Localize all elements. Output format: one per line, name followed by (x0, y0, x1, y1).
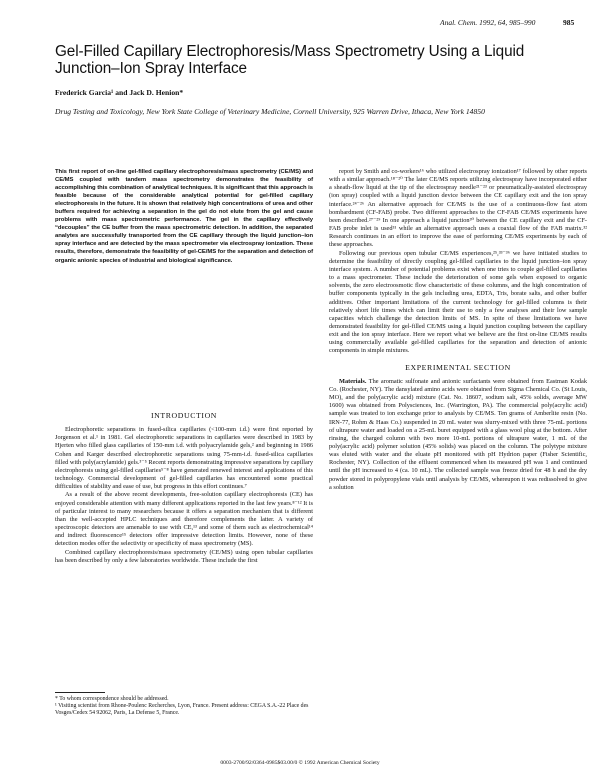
author-line: Frederick Garcia¹ and Jack D. Henion* (55, 88, 184, 97)
intro-paragraph: As a result of the above recent developments, free-solution capillary electrophoresis (CE) has enjoyed considerable attention with many different applications reported in the last few years.⁸⁻¹² It is of particular interest to many researchers because it offers a separation mechanism that is different than the well-accepted HPLC techniques and therefore complements the latter. A variety of spectroscopic detectors are amenable to use with CE,¹³ and some of them such as electrochemical¹⁴ and indirect fluorescence¹⁵ detectors offer impressive detection limits. However, none of these detection modes offer the selectivity or specificity of mass spectrometry (MS). (55, 491, 313, 548)
article-title: Gel-Filled Capillary Electrophoresis/Mass Spectrometry Using a Liquid Junction–Ion Spray Interface (55, 43, 525, 77)
materials-runin: Materials. (339, 377, 367, 385)
materials-text: The aromatic sulfonate and anionic surfactants were obtained from Eastman Kodak Co. (Rochester, NY). The dansylated amino acids were obtained from Sigma Chemical Co. (St Louis, MO), and the poly(acrylic acid) mixture (Cat. No. 18607, sodium salt, 45% solids, average MW 1600) was obtained from Polysciences, Inc. (Warrington, PA). The commercial poly(acrylic acid) sample was treated to ion exchange prior to analysis by CE/MS. Ten grams of Amberlite resin (No. IRN-77, Rohm & Haas Co.) suspended in 20 mL water was slurry-mixed with three 75-mL portions of ultrapure water and loaded on a 25-mL buret equipped with a glass wool plug at the bottom. After rinsing, the charged column with two more 10-mL portions of ultrapure water, 1 mL of the poly(acrylic acid) polymer solution (45% solids) was placed on the column. The polytype mixture was eluted with water and the eluate pH monitored with pH Hydrion paper (Fisher Scientific, Rochester, NY). Collection of the effluent commenced when its measured pH was 1 and continued until the pH increased to 4 (ca. 10 mL). The collected sample was freeze dried for 48 h and the dry powder stored in polypropylene vials until analysis by CE/MS, whereupon it was redissolved to give a solution (329, 377, 587, 491)
left-column (55, 412, 313, 565)
journal-citation: Anal. Chem. 1992, 64, 985–990 (440, 18, 536, 27)
body-paragraph: report by Smith and co-workers¹⁶ who utilized electrospray ionization¹⁷ followed by other reports with a similar approach.¹⁸⁻²⁰ The later CE/MS reports utilizing electrospray have incorporated either a sheath-flow liquid at the tip of the electrospray needle²¹⁻²³ or pneumatically-assisted electrospray (ion spray) coupled with a liquid junction device between the CE capillary exit and the ion spray interface.²⁴⁻²⁶ An alternative approach for CE/MS is the use of a continuous-flow fast atom bombardment (CF-FAB) probe. Two different approaches to the CF-FAB CE/MS experiments have been described.²⁷⁻²⁹ In one approach a liquid junction³⁰ between the CE capillary exit and the CF-FAB probe inlet is used³¹ while an alternative approach uses a coaxial flow of the FAB matrix.³² Research continues in an effort to improve the ease of performing CE/MS experiments by each of these approaches. (329, 168, 587, 249)
abstract: This first report of on-line gel-filled capillary electrophoresis/mass spectrometry (CE/MS) and CE/MS coupled with tandem mass spectrometry demonstrates the feasibility of accomplishing this combination of analytical techniques. It is significant that this approach is feasible because of the considerable analytical potential for gel-filled capillary electrophoresis in the future. It is shown that relatively high concentrations of urea and other buffers required for achieving a separation in the gel do not elute from the gel and cause problems with mass spectrometric performance. The gel in the capillary effectively “decouples” the CE buffer from the mass spectrometric detection. In addition, the separated analytes are successfully transported from the CE capillary through the liquid junction–ion spray interface and are detected by the mass spectrometer via electrospray ionization. These results, therefore, demonstrate the feasibility of gel-CE/MS for the separation and detection of organic anionic species of industrial and biological significance. (55, 169, 313, 264)
copyright-line: 0003-2700/92/0364-0985$03.00/0 © 1992 American Chemical Society (220, 760, 380, 766)
affiliation: Drug Testing and Toxicology, New York State College of Veterinary Medicine, Cornell University, 925 Warren Drive, Ithaca, New York 14850 (55, 107, 485, 116)
footnote: ¹ Visiting scientist from Rhone-Poulenc Recherches, Lyon, France. Present address: CEGA S.A.-22 Place des Vosges/Cedex 54 92062, Paris, La Defense 5, France. (55, 703, 309, 717)
materials-paragraph (329, 378, 587, 492)
body-paragraph: Following our previous open tubular CE/MS experiences,²⁵,³³⁻³⁶ we have initiated studies to determine the feasibility of directly coupling gel-filled capillaries to the liquid junction–ion spray interface system. A number of potential problems exist when one tries to couple gel-filled capillaries to a mass spectrometer. These include the deterioration of some gels when exposed to organic solvents, the zero electroosmotic flow characteristic of these columns, and the high concentration of buffer components typically in the gels including urea, EDTA, Tris, borate salts, and other buffer additives. Other important limitations of the current technology for gel-filled columns is their relatively short life times which can limit their use to only a few analyses and their low sample capacities which challenge the detection limits of MS. In spite of these limitations we have demonstrated feasibility for gel-filled CE/MS using a liquid junction coupling between the capillary exit and the ion spray interface. Here we report what we believe are the first on-line CE/MS results using commercially available gel-filled capillaries for the separation and detection of anionic components in simple mixtures. (329, 249, 587, 355)
intro-paragraph: Combined capillary electrophoresis/mass spectrometry (CE/MS) using open tubular capillaries has been described by only a few laboratories worldwide. These include the first (55, 548, 313, 564)
footnote: * To whom correspondence should be addressed. (55, 696, 169, 702)
experimental-heading: EXPERIMENTAL SECTION (405, 362, 511, 372)
introduction-heading: INTRODUCTION (150, 411, 218, 420)
right-column (329, 168, 587, 492)
footnote-rule (55, 692, 105, 693)
footnotes (55, 696, 313, 718)
intro-paragraph: Electrophoretic separations in fused-silica capillaries (<100-mm i.d.) were first reported by Jorgenson et al.¹ in 1981. Gel electrophoretic separations in capillaries were described in 1983 by Hjerten who filled glass capillaries of 150-mm i.d. with polyacrylamide gels,² and beginning in 1986 Cohen and Karger described electrophoretic separations using 75-mm-i.d. fused-silica capillaries filled with poly(acrylamide) gels.³⁻⁵ Recent reports demonstrating impressive separations by capillary electrophoresis using gel-filled capillaries⁵⁻⁸ have generated renewed interest and applications of this technology. Commercial development of gel-filled capillaries has encountered some practical difficulties of stability and ease of use, but progress in this effort continues.⁷ (55, 426, 313, 491)
page-number: 985 (563, 18, 575, 27)
